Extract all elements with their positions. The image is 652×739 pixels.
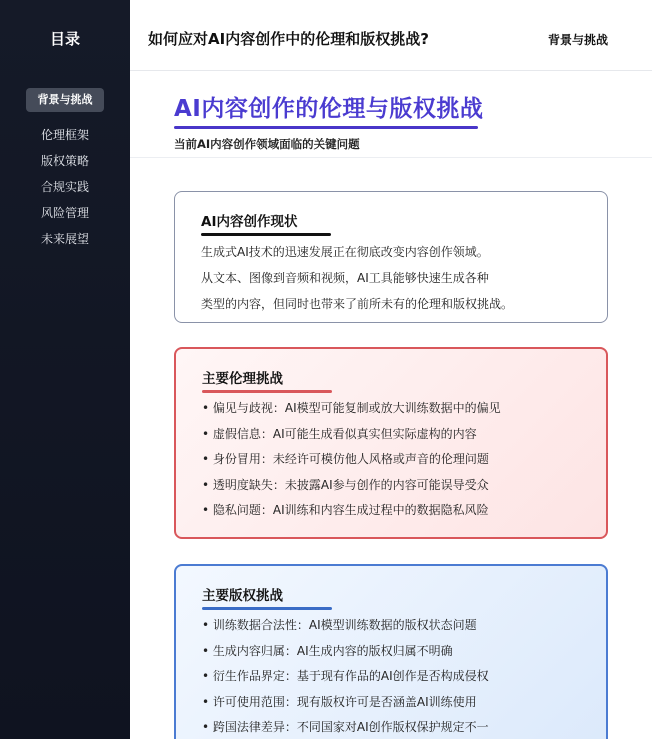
sidebar-item-outlook[interactable]: 未来展望	[40, 232, 89, 246]
card-title: 主要伦理挑战	[202, 367, 283, 390]
ethics-challenges-card	[174, 347, 608, 539]
page-heading	[130, 71, 652, 158]
list-item: • 隐私问题：AI训练和内容生成过程中的数据隐私风险	[202, 498, 580, 524]
header-title: 如何应对AI内容创作中的伦理和版权挑战?	[148, 30, 429, 48]
title-underline	[202, 390, 332, 393]
list-item: • 身份冒用：未经许可模仿他人风格或声音的伦理问题	[202, 447, 580, 473]
sidebar-item-compliance[interactable]: 合规实践	[40, 180, 89, 194]
card-text-line: 生成式AI技术的迅速发展正在彻底改变内容创作领域。	[201, 245, 489, 259]
sidebar-item-copyright-strategy[interactable]: 版权策略	[40, 154, 89, 168]
ethics-list	[202, 396, 580, 524]
card-title: 主要版权挑战	[202, 584, 283, 607]
title-underline	[202, 607, 332, 610]
list-item: • 透明度缺失：未披露AI参与创作的内容可能误导受众	[202, 473, 580, 499]
list-item: • 许可使用范围：现有版权许可是否涵盖AI训练使用	[202, 690, 580, 716]
sidebar-item-risk-management[interactable]: 风险管理	[40, 206, 89, 220]
page-subtitle: 当前AI内容创作领域面临的关键问题	[174, 137, 360, 151]
list-item: • 生成内容归属：AI生成内容的版权归属不明确	[202, 639, 580, 665]
list-item: • 偏见与歧视：AI模型可能复制或放大训练数据中的偏见	[202, 396, 580, 422]
sidebar	[0, 0, 130, 739]
title-underline	[201, 233, 331, 236]
list-item: • 训练数据合法性：AI模型训练数据的版权状态问题	[202, 613, 580, 639]
toc-nav	[0, 88, 130, 252]
top-header	[130, 0, 652, 71]
list-item: • 跨国法律差异：不同国家对AI创作版权保护规定不一	[202, 715, 580, 739]
title-underline	[174, 126, 478, 129]
card-title: AI内容创作现状	[201, 210, 297, 233]
list-item: • 衍生作品界定：基于现有作品的AI创作是否构成侵权	[202, 664, 580, 690]
current-section-label: 背景与挑战	[547, 33, 608, 47]
page-title: AI内容创作的伦理与版权挑战	[174, 96, 484, 122]
list-item: • 虚假信息：AI可能生成看似真实但实际虚构的内容	[202, 422, 580, 448]
card-text-line: 从文本、图像到音频和视频，AI工具能够快速生成各种	[201, 271, 489, 285]
status-card	[174, 191, 608, 323]
sidebar-item-background[interactable]: 背景与挑战	[26, 88, 104, 112]
copyright-list	[202, 613, 580, 739]
sidebar-title: 目录	[49, 30, 80, 48]
copyright-challenges-card	[174, 564, 608, 739]
card-text-line: 类型的内容，但同时也带来了前所未有的伦理和版权挑战。	[201, 297, 514, 311]
sidebar-item-ethics-framework[interactable]: 伦理框架	[40, 128, 89, 142]
